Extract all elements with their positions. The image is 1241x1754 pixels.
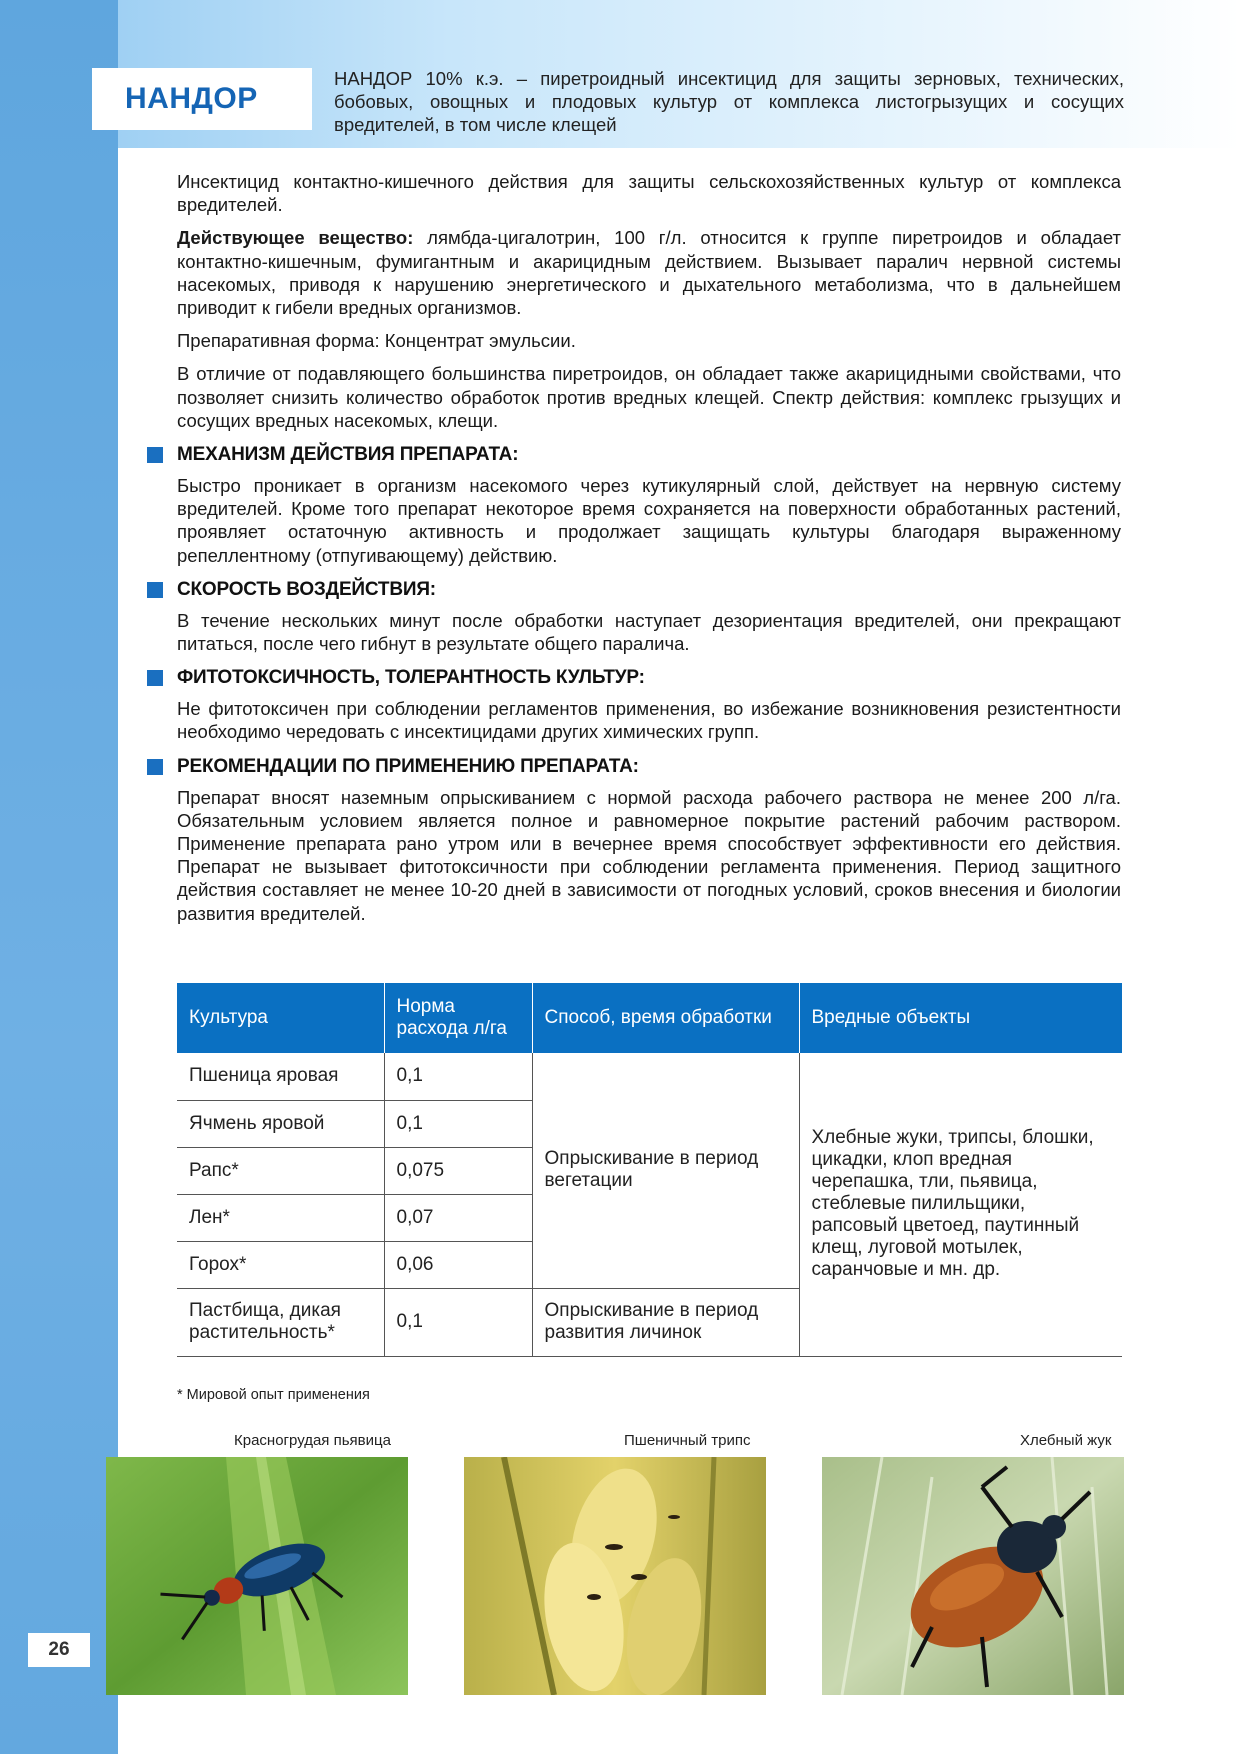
paragraph-intro: Инсектицид контактно-кишечного действия для защиты сельскохозяйственных культур от комплекса вредителей.: [177, 171, 1121, 216]
product-intro: НАНДОР 10% к.э. – пиретроидный инсектицид для защиты зерновых, технических, бобовых, овощных и плодовых культур от комплекса листогрызущих и сосущих вредителей, в том числе клещей: [334, 68, 1124, 135]
cell-rate: 0,1: [384, 1288, 532, 1356]
cell-method-larvae: Опрыскивание в период развития личинок: [532, 1288, 799, 1356]
active-substance-label: Действующее вещество:: [177, 227, 414, 249]
product-title: НАНДОР: [125, 82, 258, 115]
section-heading-recommendations: [147, 756, 1121, 778]
table-row: [177, 1053, 1122, 1100]
cell-rate: 0,1: [384, 1100, 532, 1147]
column-header-pests: Вредные объекты: [799, 983, 1122, 1053]
main-content: [177, 170, 1121, 935]
column-header-crop: Культура: [177, 983, 384, 1053]
cell-crop: Пастбища, дикая растительность*: [177, 1288, 384, 1356]
side-stripe: [0, 0, 118, 1754]
leaf-beetle-photo: [106, 1457, 408, 1695]
active-substance-text: лямбда-цигалотрин, 100 г/л. относится к группе пиретроидов и обладает контактно-кишечным, фумигантным и акарицидным действием. Вызывает паралич нервной системы насекомых, приводя к нарушению энергетического и дыхательного метаболизма, что в дальнейшем приводит к гибели вредных организмов.: [177, 227, 1121, 319]
page-number: 26: [28, 1633, 90, 1667]
cell-rate: 0,075: [384, 1147, 532, 1194]
table-footnote: * Мировой опыт применения: [177, 1387, 370, 1403]
cell-crop: Рапс*: [177, 1147, 384, 1194]
cell-crop: Горох*: [177, 1241, 384, 1288]
section-heading-mechanism: [147, 444, 1121, 466]
section-title: ФИТОТОКСИЧНОСТЬ, ТОЛЕРАНТНОСТЬ КУЛЬТУР:: [177, 667, 645, 689]
cell-pests: Хлебные жуки, трипсы, блошки, цикадки, клоп вредная черепашка, тли, пьявица, стеблевые пилильщики, рапсовый цветоед, паутинный клещ, луговой мотылек, саранчовые и мн. др.: [799, 1053, 1122, 1356]
cell-rate: 0,06: [384, 1241, 532, 1288]
cell-method-vegetation: Опрыскивание в период вегетации: [532, 1053, 799, 1288]
cell-crop: Ячмень яровой: [177, 1100, 384, 1147]
section-text-recommendations: Препарат вносят наземным опрыскиванием с нормой расхода рабочего раствора не менее 200 л/га. Обязательным условием является полное и равномерное покрытие растений рабочим раствором. Применение препарата рано утром или в вечернее время способствует эффективности его действия. Препарат не вызывает фитотоксичности при соблюдении регламента применения. Период защитного действия составляет не менее 10-20 дней в зависимости от погодных условий, сроков внесения и биологии развития вредителей.: [177, 786, 1121, 924]
cell-rate: 0,1: [384, 1053, 532, 1100]
paragraph-formulation: Препаративная форма: Концентрат эмульсии.: [177, 330, 576, 352]
section-text-phytotoxicity: Не фитотоксичен при соблюдении регламентов применения, во избежание возникновения резистентности необходимо чередовать с инсектицидами других химических групп.: [177, 698, 1121, 743]
grain-beetle-photo: [822, 1457, 1124, 1695]
paragraph-acaricide: В отличие от подавляющего большинства пиретроидов, он обладает также акарицидными свойствами, что позволяет снизить количество обработок против вредных клещей. Спектр действия: комплекс грызущих и сосущих вредных насекомых, клещи.: [177, 363, 1121, 431]
section-title: СКОРОСТЬ ВОЗДЕЙСТВИЯ:: [177, 578, 436, 600]
photo-caption-2: Пшеничный трипс: [624, 1432, 751, 1449]
cell-rate: 0,07: [384, 1194, 532, 1241]
section-title: РЕКОМЕНДАЦИИ ПО ПРИМЕНЕНИЮ ПРЕПАРАТА:: [177, 755, 639, 777]
square-bullet-icon: [147, 582, 163, 598]
application-table: [177, 983, 1122, 1357]
section-text-speed: В течение нескольких минут после обработки наступает дезориентация вредителей, они прекращают питаться, после чего гибнут в результате общего паралича.: [177, 609, 1121, 655]
paragraph-active-substance: [177, 226, 1121, 319]
photo-caption-3: Хлебный жук: [1020, 1432, 1112, 1449]
square-bullet-icon: [147, 447, 163, 463]
section-heading-phytotoxicity: [147, 667, 1121, 689]
column-header-rate: Норма расхода л/га: [384, 983, 532, 1053]
square-bullet-icon: [147, 759, 163, 775]
photo-caption-1: Красногрудая пьявица: [234, 1432, 391, 1449]
brand-box: [92, 68, 312, 130]
table-header-row: [177, 983, 1122, 1053]
section-text-mechanism: Быстро проникает в организм насекомого через кутикулярный слой, действует на нервную систему вредителей. Кроме того препарат некоторое время сохраняется на поверхности обработанных растений, проявляет остаточную активность и продолжает защищать культуры благодаря выраженному репеллентному (отпугивающему) действию.: [177, 475, 1121, 566]
section-heading-speed: [147, 579, 1121, 601]
square-bullet-icon: [147, 670, 163, 686]
cell-crop: Пшеница яровая: [177, 1053, 384, 1100]
cell-crop: Лен*: [177, 1194, 384, 1241]
wheat-thrips-photo: [464, 1457, 766, 1695]
section-title: МЕХАНИЗМ ДЕЙСТВИЯ ПРЕПАРАТА:: [177, 444, 519, 466]
column-header-method: Способ, время обработки: [532, 983, 799, 1053]
